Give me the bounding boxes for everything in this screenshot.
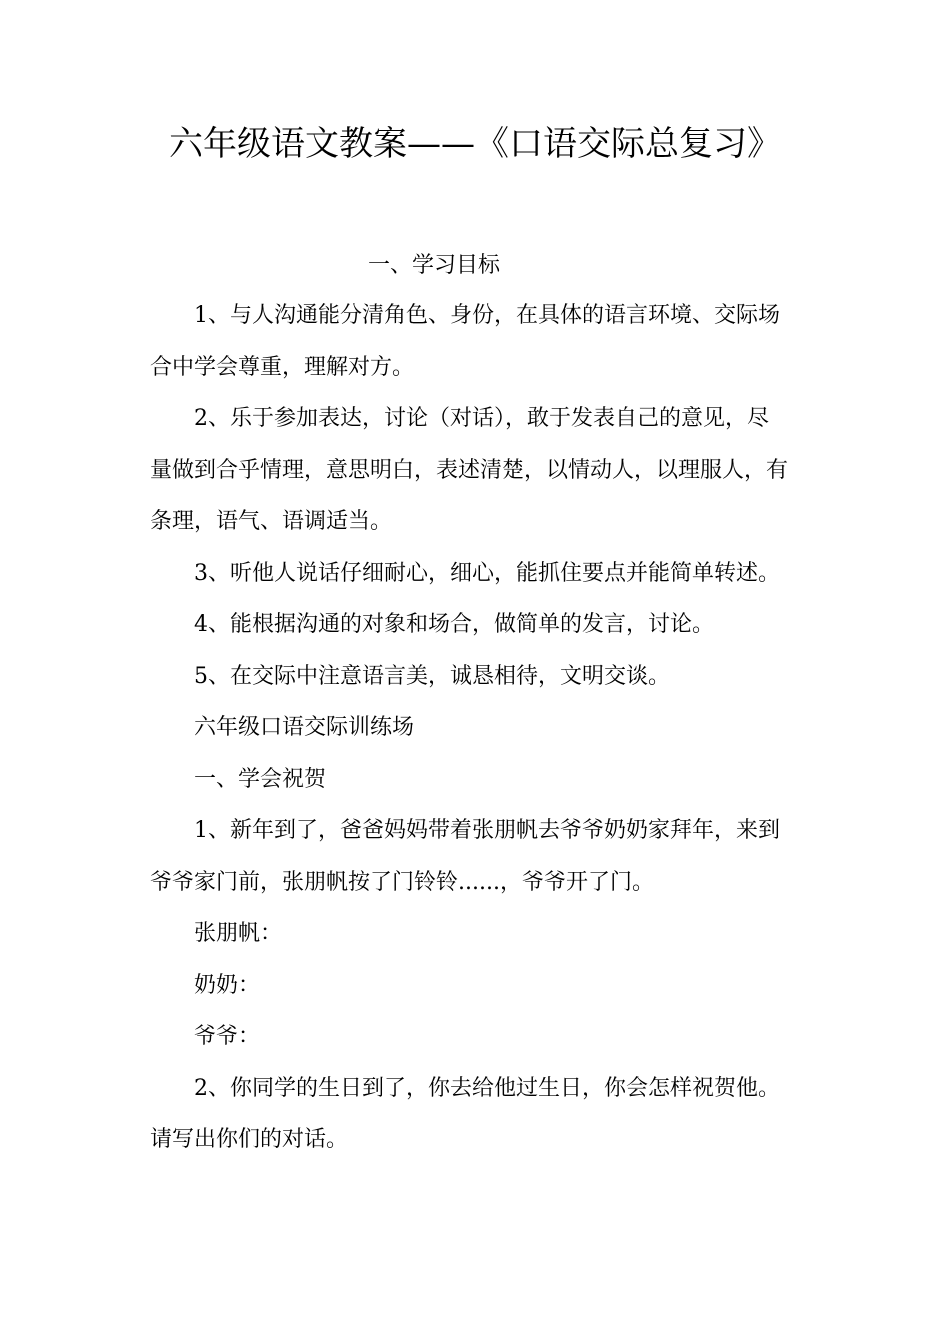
goal-3: 3、听他人说话仔细耐心，细心，能抓住要点并能简单转述。 <box>194 561 780 586</box>
document-title: 六年级语文教案——《口语交际总复习》 <box>169 124 781 164</box>
exercise-1-line-2: 爷爷家门前，张朋帆按了门铃铃......，爷爷开了门。 <box>150 870 654 895</box>
speaker-grandma: 奶奶： <box>194 973 261 998</box>
exercise-2-line-2: 请写出你们的对话。 <box>150 1127 349 1152</box>
speaker-zhang-pengfan: 张朋帆： <box>194 921 283 946</box>
goal-2-line-2: 量做到合乎情理，意思明白，表述清楚，以情动人，以理服人，有 <box>150 458 789 483</box>
subsection-heading-congratulate: 一、学会祝贺 <box>194 767 327 792</box>
goal-4: 4、能根据沟通的对象和场合，做简单的发言，讨论。 <box>194 612 714 637</box>
goal-5: 5、在交际中注意语言美，诚恳相待，文明交谈。 <box>194 664 670 689</box>
goal-2-line-1: 2、乐于参加表达，讨论（对话），敢于发表自己的意见，尽 <box>194 406 769 431</box>
speaker-grandpa: 爷爷： <box>194 1024 261 1049</box>
goal-2-line-3: 条理，语气、语调适当。 <box>150 509 393 534</box>
training-heading: 六年级口语交际训练场 <box>194 715 415 740</box>
goal-1-line-2: 合中学会尊重，理解对方。 <box>150 355 415 380</box>
section-heading-learning-goals: 一、学习目标 <box>368 253 501 278</box>
exercise-2-line-1: 2、你同学的生日到了，你去给他过生日，你会怎样祝贺他。 <box>194 1076 780 1101</box>
exercise-1-line-1: 1、新年到了，爸爸妈妈带着张朋帆去爷爷奶奶家拜年，来到 <box>194 818 780 843</box>
goal-1-line-1: 1、与人沟通能分清角色、身份，在具体的语言环境、交际场 <box>194 303 780 328</box>
